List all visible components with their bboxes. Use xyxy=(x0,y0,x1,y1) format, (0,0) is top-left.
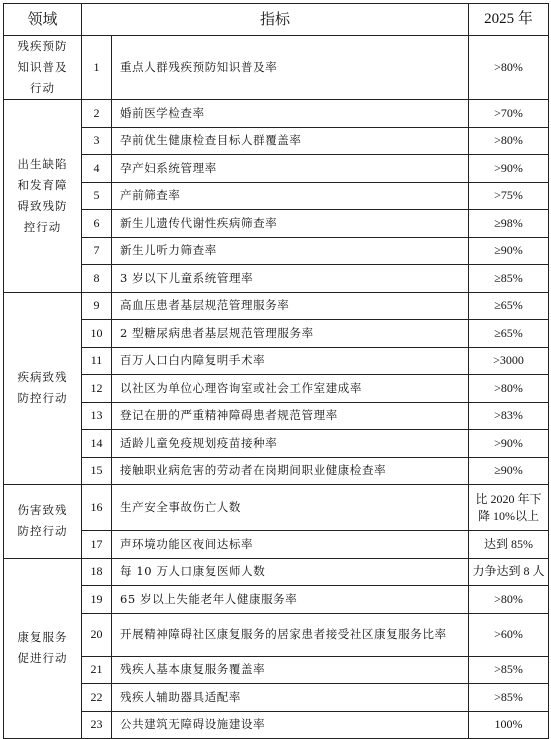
table-row xyxy=(4,320,549,348)
table-row xyxy=(4,265,549,293)
target-cell: 力争达到 8 人 xyxy=(469,558,549,586)
indicator-cell: 适龄儿童免疫规划疫苗接种率 xyxy=(112,430,469,458)
row-number: 20 xyxy=(82,613,112,656)
row-number: 10 xyxy=(82,320,112,348)
row-number: 3 xyxy=(82,127,112,155)
indicator-cell: 2 型糖尿病患者基层规范管理服务率 xyxy=(112,320,469,348)
indicator-cell: 新生儿遗传代谢性疾病筛查率 xyxy=(112,210,469,238)
target-cell: >85% xyxy=(469,684,549,712)
target-cell: >70% xyxy=(469,100,549,128)
table-row xyxy=(4,237,549,265)
table-row xyxy=(4,684,549,712)
row-number: 17 xyxy=(82,531,112,559)
table-row xyxy=(4,656,549,684)
header-domain: 领域 xyxy=(4,4,82,36)
indicator-cell: 残疾人辅助器具适配率 xyxy=(112,684,469,712)
indicator-cell: 登记在册的严重精神障碍患者规范管理率 xyxy=(112,402,469,430)
indicator-table xyxy=(3,3,549,739)
target-cell: >75% xyxy=(469,182,549,210)
table-row xyxy=(4,347,549,375)
row-number: 12 xyxy=(82,375,112,403)
indicator-cell: 新生儿听力筛查率 xyxy=(112,237,469,265)
domain-cell: 康复服务促进行动 xyxy=(4,558,82,739)
target-cell: >3000 xyxy=(469,347,549,375)
row-number: 21 xyxy=(82,656,112,684)
table-row xyxy=(4,210,549,238)
target-cell: >80% xyxy=(469,36,549,100)
table-row xyxy=(4,586,549,614)
row-number: 16 xyxy=(82,485,112,531)
indicator-cell: 接触职业病危害的劳动者在岗期间职业健康检查率 xyxy=(112,457,469,485)
table-row xyxy=(4,457,549,485)
row-number: 8 xyxy=(82,265,112,293)
row-number: 14 xyxy=(82,430,112,458)
target-cell: >90% xyxy=(469,430,549,458)
indicator-cell: 孕前优生健康检查目标人群覆盖率 xyxy=(112,127,469,155)
indicator-cell: 65 岁以上失能老年人健康服务率 xyxy=(112,586,469,614)
target-cell: ≥85% xyxy=(469,265,549,293)
table-row xyxy=(4,375,549,403)
indicator-cell: 开展精神障碍社区康复服务的居家患者接受社区康复服务比率 xyxy=(112,613,469,656)
row-number: 7 xyxy=(82,237,112,265)
row-number: 2 xyxy=(82,100,112,128)
indicator-cell: 每 10 万人口康复医师人数 xyxy=(112,558,469,586)
indicator-cell: 残疾人基本康复服务覆盖率 xyxy=(112,656,469,684)
table-row xyxy=(4,182,549,210)
table-row xyxy=(4,613,549,656)
row-number: 1 xyxy=(82,36,112,100)
target-cell: 100% xyxy=(469,711,549,739)
target-cell: ≥98% xyxy=(469,210,549,238)
indicator-cell: 公共建筑无障碍设施建设率 xyxy=(112,711,469,739)
table-row xyxy=(4,292,549,320)
row-number: 11 xyxy=(82,347,112,375)
table-row xyxy=(4,100,549,128)
table-row xyxy=(4,36,549,100)
row-number: 19 xyxy=(82,586,112,614)
domain-cell: 残疾预防知识普及行动 xyxy=(4,36,82,100)
row-number: 4 xyxy=(82,155,112,183)
header-indicator: 指标 xyxy=(82,4,469,36)
table-row xyxy=(4,430,549,458)
target-cell: ≥65% xyxy=(469,320,549,348)
table-row xyxy=(4,711,549,739)
indicator-cell: 孕产妇系统管理率 xyxy=(112,155,469,183)
target-cell: >90% xyxy=(469,155,549,183)
domain-cell: 疾病致残防控行动 xyxy=(4,292,82,485)
target-cell: >80% xyxy=(469,127,549,155)
row-number: 22 xyxy=(82,684,112,712)
indicator-cell: 声环境功能区夜间达标率 xyxy=(112,531,469,559)
row-number: 9 xyxy=(82,292,112,320)
domain-cell: 伤害致残防控行动 xyxy=(4,485,82,559)
target-cell: >80% xyxy=(469,375,549,403)
row-number: 23 xyxy=(82,711,112,739)
target-cell: ≥90% xyxy=(469,457,549,485)
target-cell: 比 2020 年下降 10%以上 xyxy=(469,485,549,531)
table-row xyxy=(4,558,549,586)
indicator-cell: 以社区为单位心理咨询室或社会工作室建成率 xyxy=(112,375,469,403)
indicator-cell: 产前筛查率 xyxy=(112,182,469,210)
table-row xyxy=(4,155,549,183)
table-row xyxy=(4,402,549,430)
indicator-cell: 重点人群残疾预防知识普及率 xyxy=(112,36,469,100)
target-cell: >83% xyxy=(469,402,549,430)
indicator-cell: 生产安全事故伤亡人数 xyxy=(112,485,469,531)
indicator-cell: 3 岁以下儿童系统管理率 xyxy=(112,265,469,293)
header-target: 2025 年 xyxy=(469,4,549,36)
target-cell: ≥65% xyxy=(469,292,549,320)
target-cell: 达到 85% xyxy=(469,531,549,559)
target-cell: >60% xyxy=(469,613,549,656)
indicator-cell: 高血压患者基层规范管理服务率 xyxy=(112,292,469,320)
indicator-cell: 婚前医学检查率 xyxy=(112,100,469,128)
row-number: 18 xyxy=(82,558,112,586)
row-number: 6 xyxy=(82,210,112,238)
indicator-cell: 百万人口白内障复明手术率 xyxy=(112,347,469,375)
table-row xyxy=(4,127,549,155)
table-row xyxy=(4,485,549,531)
domain-cell: 出生缺陷和发育障碍致残防控行动 xyxy=(4,100,82,293)
table-row xyxy=(4,531,549,559)
row-number: 15 xyxy=(82,457,112,485)
target-cell: ≥90% xyxy=(469,237,549,265)
row-number: 13 xyxy=(82,402,112,430)
row-number: 5 xyxy=(82,182,112,210)
target-cell: >80% xyxy=(469,586,549,614)
table-header-row xyxy=(4,4,549,36)
target-cell: >85% xyxy=(469,656,549,684)
